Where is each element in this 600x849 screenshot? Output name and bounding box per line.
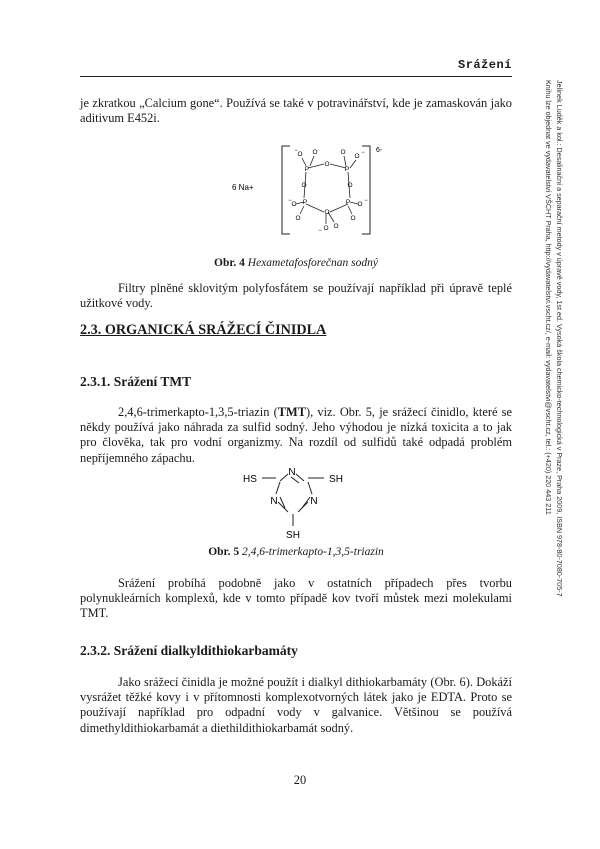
figure-5-caption-label: Obr. 5 — [208, 546, 240, 558]
figure-4-caption-text: Hexametafosforečnan sodný — [247, 257, 378, 269]
atom-p-2: P — [344, 166, 350, 173]
intro-paragraph: je zkratkou „Calcium gone“. Používá se také v potravinářství, kde je zamaskován jako aditivum E452i. — [80, 96, 512, 126]
tmt-text-before: 2,4,6-trimerkapto-1,3,5-triazin ( — [118, 405, 278, 419]
sh-bottom-label: SH — [286, 530, 300, 541]
atom-o-8: O — [354, 153, 360, 160]
atom-o-11: O — [291, 201, 297, 208]
right-bracket — [362, 146, 370, 234]
sh-right-label: SH — [329, 474, 343, 485]
side-note-line-2: Knihu lze objednat ve vydavatelství VŠCHT Praha, http://vydavatelstvi.vscht.cz/, e-mail: vydavatelstvi@vscht.cz, tel.: (+420) 220 443 211 — [544, 80, 553, 515]
tmt-bold: TMT — [277, 405, 306, 419]
page-number: 20 — [293, 773, 307, 787]
figure-4-caption — [80, 257, 512, 269]
atom-o-13: O — [323, 225, 329, 232]
figure-5-caption — [80, 546, 512, 558]
atom-o-6: O — [312, 149, 318, 156]
subsection-1-title: 2.3.1. Srážení TMT — [80, 374, 192, 389]
paragraph-precipitation: Srážení probíhá podobně jako v ostatních případech přes tvorbu polynukleárních komplexů, kde v tomto případě kov tvoří můstek mezi molekulami TMT. — [80, 576, 512, 621]
figure-5-tmt-structure — [232, 466, 372, 546]
atom-p-4: P — [302, 199, 308, 206]
subsection-2-title: 2.3.2. Srážení dialkyldithiokarbamáty — [80, 643, 298, 658]
running-head: Srážení — [458, 58, 512, 72]
atom-o-9: O — [357, 201, 363, 208]
atom-o-5: O — [297, 151, 303, 158]
atom-n-left: N — [270, 496, 278, 507]
atom-o-2: O — [347, 182, 353, 189]
atom-o-4: O — [301, 182, 307, 189]
atom-o-12: O — [295, 215, 301, 222]
figure-4-hexametaphosphate — [226, 140, 426, 250]
minus-sign-5: − — [318, 228, 322, 234]
paragraph-filters: Filtry plněné sklovitým polyfosfátem se používají například při úpravě teplé užitkové vody. — [80, 281, 512, 311]
left-bracket — [282, 146, 290, 234]
charge-label: 6- — [376, 147, 383, 154]
atom-o-10: O — [350, 215, 356, 222]
atom-p-1: P — [304, 166, 310, 173]
atom-o-14: O — [333, 223, 339, 230]
minus-sign-1: − — [294, 148, 298, 154]
atom-o-7: O — [340, 149, 346, 156]
figure-4-caption-label: Obr. 4 — [214, 257, 245, 269]
atom-p-3: P — [345, 199, 351, 206]
sh-left-label: HS — [243, 474, 257, 485]
atom-n-top: N — [288, 467, 296, 478]
minus-sign-3: − — [364, 198, 368, 204]
paragraph-dithiocarbamates: Jako srážecí činidla je možné použít i dialkyl dithiokarbamáty (Obr. 6). Dokáží vysrážet těžké kovy i v přítomnosti komplexotvorných látek jako je EDTA. Proto se používají například pro odpadní vody v galvanice. Většinou se používá dimethyldithiokarbamát a diethildithiokarbamát sodný. — [80, 675, 512, 735]
atom-o-3: O — [324, 209, 330, 216]
counter-ion-label: 6 Na+ — [232, 183, 254, 192]
atom-n-right: N — [310, 496, 318, 507]
ring-atoms — [288, 148, 368, 234]
tmt-text-after: ), viz. Obr. 5, je srážecí činidlo, které se někdy používá jako náhrada za sulfid sodný. Jeho výhodou je nízká toxicita a to jak pro člověka, tak pro vodní organizmy. Na rozdíl od sulfidů také odpadá problém nepříjemného zápachu. — [80, 405, 512, 465]
figure-5-caption-text: 2,4,6-trimerkapto-1,3,5-triazin — [241, 546, 384, 558]
side-note — [543, 80, 565, 780]
section-title: 2.3. ORGANICKÁ SRÁŽECÍ ČINIDLA — [80, 322, 327, 338]
atom-o-1: O — [324, 161, 330, 168]
minus-sign-2: − — [361, 150, 365, 156]
side-note-line-1: Jelínek Luděk a kol.: Desalinační a separační metody v úpravě vody, 1st ed. Vysoká škola chemicko-technologická v Praze, Praha 2009, ISBN 978-80-7080-705-7 — [555, 80, 564, 597]
minus-sign-4: − — [288, 198, 292, 204]
header-rule — [80, 76, 512, 77]
paragraph-tmt — [80, 405, 512, 466]
